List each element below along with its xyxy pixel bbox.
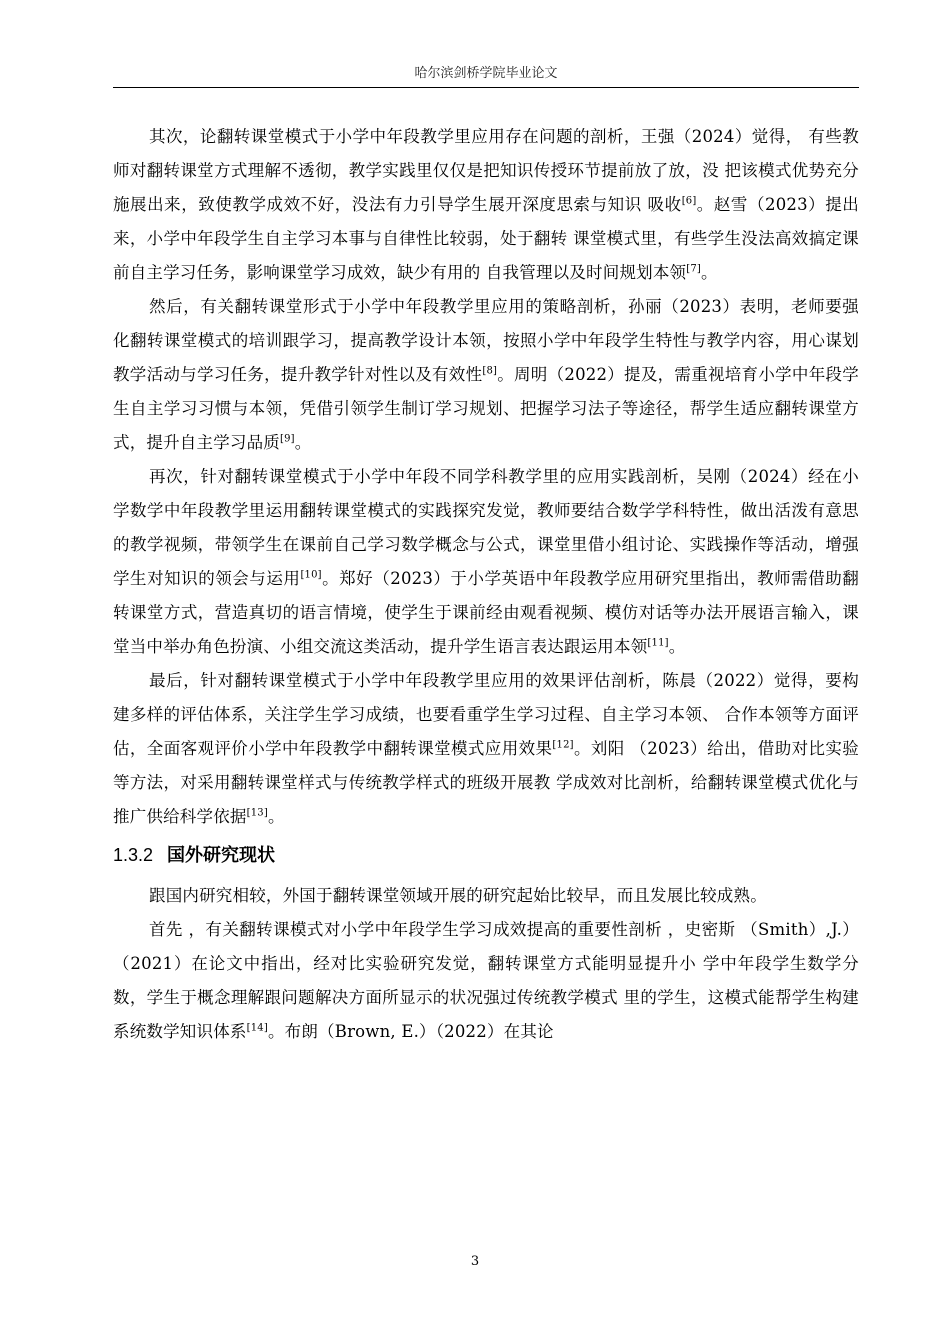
paragraph-text: 最后，针对翻转课堂模式于小学中年段教学里应用的效果评估剖析，陈晨（2022）觉得，要构建多样的评估体系，关注学生学习成绩，也要看重学生学习过程、自主学习本领、 合作本领等方面评估，全面客观评价小学中年段教学中翻转课堂模式应用效果: [113, 671, 859, 758]
paragraph-text: 。: [701, 263, 718, 282]
body-paragraph: [113, 664, 859, 834]
paragraph-text: 然后，有关翻转课堂形式于小学中年段教学里应用的策略剖析，孙丽（2023）表明，老师要强化翻转课堂模式的培训跟学习，提高教学设计本领，按照小学中年段学生特性与教学内容，用心谋划教学活动与学习任务，提升教学针对性以及有效性: [113, 297, 859, 384]
paragraph-text: 。刘阳 （2023）给出，借助对比实验等方法，对采用翻转课堂样式与传统教学样式的班级开展教 学成效对比剖析，给翻转课堂模式优化与推广供给科学依据: [113, 739, 859, 826]
section-title: 国外研究现状: [167, 845, 276, 866]
citation-reference: [7]: [686, 263, 702, 275]
section-heading: [113, 836, 859, 875]
paragraph-text: 。: [294, 433, 312, 452]
citation-reference: [9]: [280, 433, 295, 445]
citation-reference: [11]: [647, 637, 669, 649]
body-paragraph: [113, 879, 859, 913]
running-header: 哈尔滨剑桥学院毕业论文: [414, 66, 558, 81]
paragraph-text: 。: [668, 637, 686, 656]
paragraph-group-domestic: [113, 120, 859, 834]
paragraph-text: 。布朗（Brown, E.）（2022）在其论: [267, 1022, 554, 1041]
paragraph-text: 首先 ，有关翻转课模式对小学中年段学生学习成效提高的重要性剖析 ，史密斯 （Smith）,J.）（2021）在论文中指出，经对比实验研究发觉，翻转课堂方式能明显提升小 学中年段学生数学分数，学生于概念理解跟问题解决方面所显示的状况强过传统教学模式 里的学生，这模式能帮学生构建系统数学知识体系: [113, 920, 859, 1041]
paragraph-group-foreign: [113, 879, 859, 1049]
citation-reference: [6]: [681, 195, 697, 207]
paragraph-text: 。: [267, 807, 285, 826]
header-rule: [113, 87, 859, 88]
body-text: [113, 120, 859, 1049]
body-paragraph: [113, 913, 859, 1049]
body-paragraph: [113, 120, 859, 290]
section-number: 1.3.2: [113, 845, 154, 865]
citation-reference: [8]: [482, 365, 498, 377]
citation-reference: [13]: [246, 807, 268, 819]
paragraph-text: 。赵雪（2023）提出来，小学中年段学生自主学习本事与自律性比较弱，处于翻转 课堂模式里，有些学生没法高效搞定课前自主学习任务，影响课堂学习成效，缺少有用的 自我管理以及时间规划本领: [113, 195, 859, 282]
paragraph-text: 其次，论翻转课堂模式于小学中年段教学里应用存在问题的剖析，王强（2024）觉得， 有些教师对翻转课堂方式理解不透彻，教学实践里仅仅是把知识传授环节提前放了放，没 把该模式优势充分施展出来，致使教学成效不好，没法有力引导学生展开深度思索与知识 吸收: [113, 127, 859, 214]
paragraph-text: 。郑好（2023）于小学英语中年段教学应用研究里指出，教师需借助翻转课堂方式，营造真切的语言情境，使学生于课前经由观看视频、模仿对话等办法开展语言输入，课堂当中举办角色扮演、小组交流这类活动，提升学生语言表达跟运用本领: [113, 569, 860, 656]
paragraph-text: 。周明（2022）提及，需重视培育小学中年段学生自主学习习惯与本领，凭借引领学生制订学习规划、把握学习法子等途径，帮学生适应翻转课堂方式，提升自主学习品质: [113, 365, 859, 452]
citation-reference: [14]: [246, 1022, 268, 1034]
citation-reference: [10]: [300, 569, 322, 581]
citation-reference: [12]: [552, 739, 574, 751]
page-number: 3: [470, 1254, 480, 1269]
body-paragraph: [113, 460, 859, 664]
body-paragraph: [113, 290, 859, 460]
paragraph-text: 跟国内研究相较，外国于翻转课堂领域开展的研究起始比较早，而且发展比较成熟。: [149, 886, 767, 905]
paragraph-text: 再次，针对翻转课堂模式于小学中年段不同学科教学里的应用实践剖析，吴刚（2024）经在小学数学中年段教学里运用翻转课堂模式的实践探究发觉，教师要结合数学学科特性，做出活泼有意思的教学视频，带领学生在课前自己学习数学概念与公式，课堂里借小组讨论、实践操作等活动，增强学生对知识的领会与运用: [113, 467, 859, 588]
